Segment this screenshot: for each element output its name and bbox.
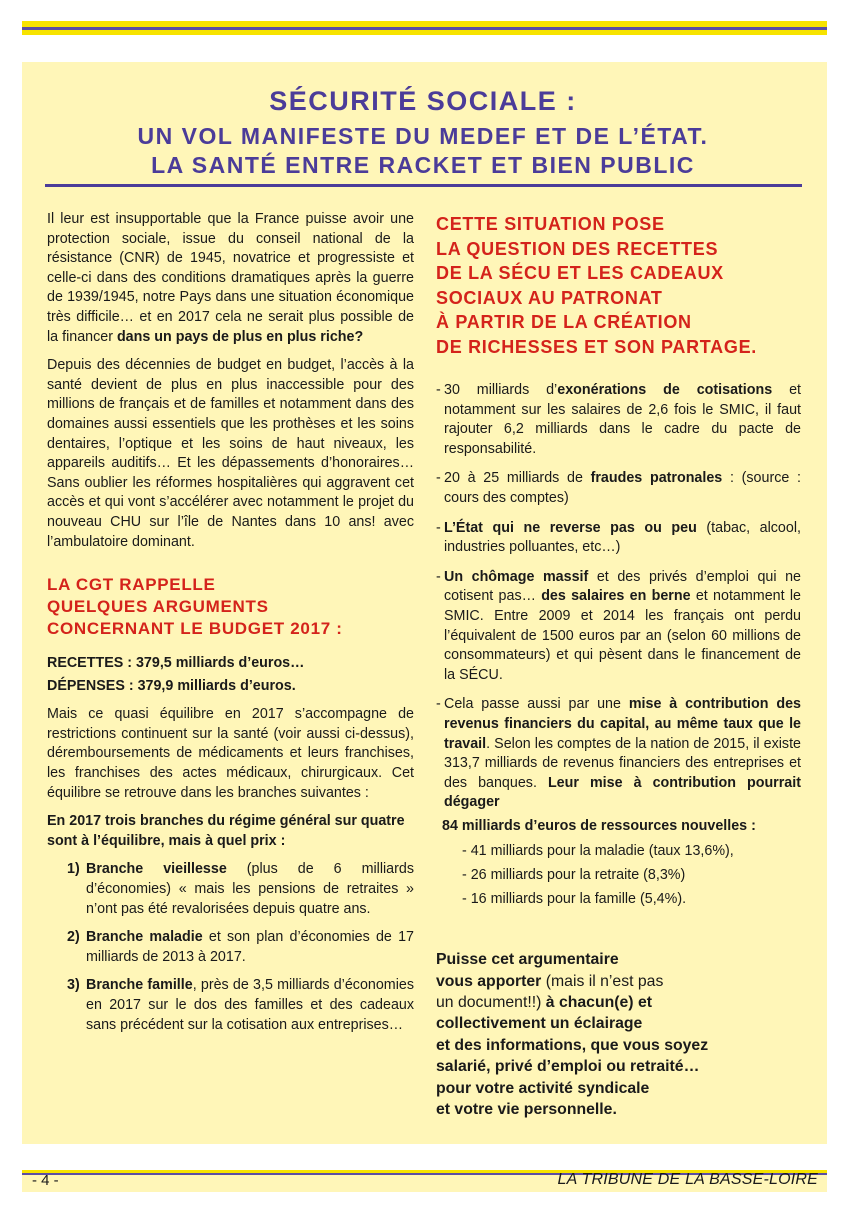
resource-item: - 41 milliards pour la maladie (taux 13,6%), — [462, 843, 734, 860]
subtitle-line: UN VOL MANIFESTE DU MEDEF ET DE L’ÉTAT. — [137, 123, 709, 149]
revenue-question-heading — [436, 212, 801, 359]
resources-heading: 84 milliards d’euros de ressources nouvelles : — [442, 817, 756, 834]
bullet-emphasis: Un chômage massif — [444, 568, 589, 585]
closing-line: et votre vie personnelle. — [436, 1101, 617, 1119]
closing-line: et des informations, que vous soyez — [436, 1036, 709, 1054]
bullet-text: et notamment sur les salaires de 2,6 fois le SMIC, il faut rajouter 6,2 milliards dans le cadre du pacte de responsabilité. — [444, 382, 802, 457]
page-title: SÉCURITÉ SOCIALE : — [269, 86, 577, 116]
closing-statement — [436, 949, 801, 1120]
heading-line: CONCERNANT LE BUDGET 2017 : — [47, 619, 343, 639]
left-column — [47, 210, 414, 1044]
publication-name: LA TRIBUNE DE LA BASSE-LOIRE — [557, 1171, 818, 1188]
closing-normal: un document!!) — [436, 994, 542, 1012]
intro-paragraph — [47, 210, 414, 347]
resource-item: - 16 milliards pour la famille (5,4%). — [462, 890, 687, 907]
bullet-item — [436, 695, 801, 813]
bullet-text: Cela passe aussi par une — [444, 696, 629, 713]
bullet-dash: - — [436, 568, 441, 585]
branch-number: 3) — [67, 977, 80, 994]
intro-text: Il leur est insupportable que la France puisse avoir une protection sociale, issue du conseil national de la résistance (CNR) de 1945, novatrice et progressiste et celle-ci dans des conditions dramatiques après la guerre de 1939/1945, notre Pays dans une situation économique très difficile… et en 2017 cela ne serait plus possible de la financer — [47, 211, 414, 345]
bullet-emphasis: L’État qui ne reverse pas ou peu — [444, 519, 697, 536]
subtitle-line: LA SANTÉ ENTRE RACKET ET BIEN PUBLIC — [151, 152, 695, 178]
closing-normal: (mais il n’est pas — [541, 972, 664, 990]
heading-line: SOCIAUX AU PATRONAT — [436, 287, 663, 308]
heading-line: QUELQUES ARGUMENTS — [47, 597, 269, 617]
closing-line: pour votre activité syndicale — [436, 1079, 650, 1097]
right-column — [436, 210, 801, 1121]
heading-line: CETTE SITUATION POSE — [436, 214, 665, 234]
bullet-text: . Selon les comptes de la nation de 2015, il existe 313,7 milliards de revenus financiers des entreprises et des banques. — [444, 735, 801, 791]
cgt-arguments-heading — [47, 574, 414, 640]
equilibrium-paragraph: Mais ce quasi équilibre en 2017 s’accompagne de restrictions continuent sur la santé (voir aussi ci-dessus), déremboursements de médicaments et leurs franchises, les franchises des actes médicaux, chirurgicaux. Cet équilibre se retrouve dans les branches suivantes : — [47, 706, 414, 801]
heading-line: À PARTIR DE LA CRÉATION — [436, 312, 692, 332]
top-decorative-band — [22, 21, 827, 35]
closing-line — [436, 971, 801, 992]
heading-line: LA QUESTION DES RECETTES — [436, 238, 719, 259]
branch-item — [67, 860, 414, 919]
bullet-item — [436, 381, 801, 459]
closing-bold: à chacun(e) et — [541, 994, 652, 1012]
page-number: - 4 - — [32, 1172, 59, 1189]
heading-line: DE RICHESSES ET SON PARTAGE. — [436, 336, 757, 357]
bullet-text: 30 milliards d’ — [444, 382, 558, 398]
bullet-dash: - — [436, 519, 441, 536]
closing-line — [436, 992, 801, 1013]
bullet-dash: - — [436, 696, 441, 713]
closing-line: Puisse cet argumentaire — [436, 951, 619, 969]
bullet-text: (tabac, alcool, industries polluantes, etc…) — [444, 519, 801, 556]
bullet-item — [436, 568, 801, 686]
bullet-text: : (source : cours des comptes) — [444, 470, 801, 506]
bullet-item — [436, 469, 801, 508]
closing-line: salarié, privé d’emploi ou retraité… — [436, 1058, 700, 1076]
heading-line: LA CGT RAPPELLE — [47, 575, 216, 595]
bullet-text: et notamment le SMIC. Entre 2009 et 2014 les français ont perdu l’équivalent de 1500 euros par an (selon 60 millions de consommateurs) et qui pèsent dans le financement de la SÉCU. — [444, 588, 801, 683]
branch-text: (plus de 6 milliards d’économies) « mais les pensions de retraites » n’ont pas été revalorisées depuis quatre ans. — [86, 861, 414, 917]
branch-item — [67, 928, 414, 967]
bullet-dash: - — [436, 470, 441, 487]
branch-name: Branche maladie — [86, 929, 203, 946]
branch-text: , près de 3,5 milliards d’économies en 2017 sur le dos des familles et des cadeaux sans précédent sur la cotisation aux entreprises… — [86, 977, 414, 1033]
branch-number: 1) — [67, 861, 80, 878]
recettes-line: RECETTES : 379,5 milliards d’euros… — [47, 655, 305, 672]
bullet-emphasis: exonérations de cotisations — [557, 382, 773, 398]
access-paragraph: Depuis des décennies de budget en budget, l’accès à la santé devient de plus en plus inaccessible pour des millions de français et de familles et notamment dans des domaines aussi essentiels que les prothèses et les soins dentaires, l’optique et les soins de haut niveaux, les appareils auditifs… Et les dépassements d’honoraires… Sans oublier les réformes hospitalières qui aggravent cet accès et qui vont s’accélérer avec notamment le projet du nouveau CHU sur l’île de Nantes dans 10 ans! avec l’ambulatoire dominant. — [47, 357, 414, 550]
bullet-dash: - — [436, 382, 441, 398]
heading-line: DE LA SÉCU ET LES CADEAUX — [436, 263, 724, 283]
branch-text: et son plan d’économies de 17 milliards de 2013 à 2017. — [86, 929, 414, 965]
branch-name: Branche famille — [86, 977, 193, 994]
bullet-emphasis: des salaires en berne — [541, 588, 691, 605]
branch-name: Branche vieillesse — [86, 861, 227, 878]
bullet-emphasis: fraudes patronales — [590, 470, 723, 487]
bullet-item — [436, 519, 801, 558]
page-subtitle — [0, 122, 846, 180]
closing-line: collectivement un éclairage — [436, 1015, 643, 1033]
bullet-text: 20 à 25 milliards de — [444, 470, 591, 487]
bullet-emphasis: mise à contribution des revenus financiers du capital, au même taux que le travail — [444, 696, 801, 752]
bullet-emphasis: Leur mise à contribution pourrait dégager — [444, 774, 801, 811]
bullet-text: et des privés d’emploi qui ne cotisent pas… — [444, 568, 801, 605]
depenses-line: DÉPENSES : 379,9 milliards d’euros. — [47, 677, 296, 694]
closing-bold: vous apporter — [436, 972, 542, 990]
branch-item — [67, 976, 414, 1035]
resource-item: - 26 milliards pour la retraite (8,3%) — [462, 867, 686, 884]
branch-number: 2) — [67, 929, 80, 946]
title-divider — [45, 184, 802, 187]
branches-intro: En 2017 trois branches du régime général sur quatre sont à l’équilibre, mais à quel prix : — [47, 813, 405, 849]
intro-emphasis: dans un pays de plus en plus riche? — [116, 328, 364, 345]
